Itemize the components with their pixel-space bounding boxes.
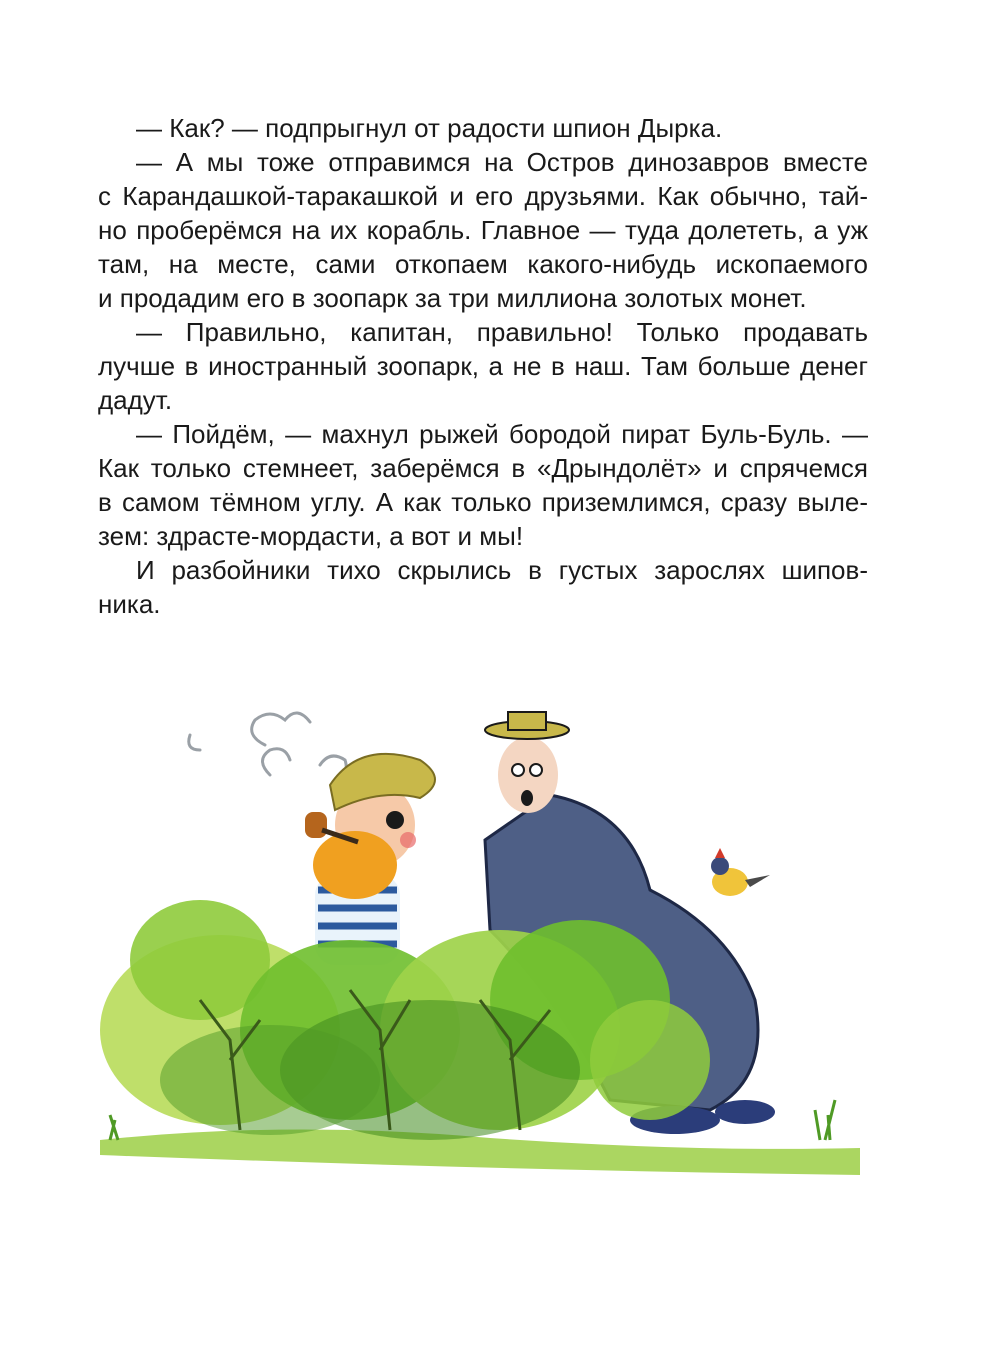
text-line: лучше в иностранный зоопарк, а не в наш. Там больше денег (98, 351, 868, 381)
text-line: но проберёмся на их корабль. Главное — туда долететь, а уж (98, 215, 868, 245)
pirate-and-spy-in-bushes-illustration (90, 700, 870, 1190)
text-line: ника. (98, 589, 161, 619)
ground (100, 1129, 860, 1175)
paragraph-5 (98, 553, 868, 621)
smoke-icon (189, 713, 347, 780)
text-line: в самом тёмном углу. А как только приземлимся, сразу выле- (98, 487, 868, 517)
text-line: — А мы тоже отправимся на Остров динозавров вместе (136, 147, 868, 177)
text-line: с Карандашкой-таракашкой и его друзьями. Как обычно, тай- (98, 181, 868, 211)
paragraph-3 (98, 315, 868, 417)
paragraph-2 (98, 145, 868, 315)
text-line: — Как? — подпрыгнул от радости шпион Дырка. (136, 113, 723, 143)
text-line: там, на месте, сами откопаем какого-нибудь ископаемого (98, 249, 868, 279)
text-line: И разбойники тихо скрылись в густых зарослях шипов- (136, 555, 868, 585)
bird-icon (711, 848, 770, 896)
text-line: и продадим его в зоопарк за три миллиона золотых монет. (98, 283, 807, 313)
paragraph-1 (98, 111, 868, 145)
text-line: Как только стемнеет, заберёмся в «Дрындолёт» и спрячемся (98, 453, 868, 483)
bushes (100, 900, 710, 1140)
paragraph-4 (98, 417, 868, 553)
text-line: — Правильно, капитан, правильно! Только продавать (136, 317, 868, 347)
text-line: — Пойдём, — махнул рыжей бородой пират Буль-Буль. — (136, 419, 868, 449)
text-line: дадут. (98, 385, 173, 415)
pirate-figure (305, 754, 435, 965)
story-text (98, 111, 868, 621)
text-line: зем: здрасте-мордасти, а вот и мы! (98, 521, 524, 551)
